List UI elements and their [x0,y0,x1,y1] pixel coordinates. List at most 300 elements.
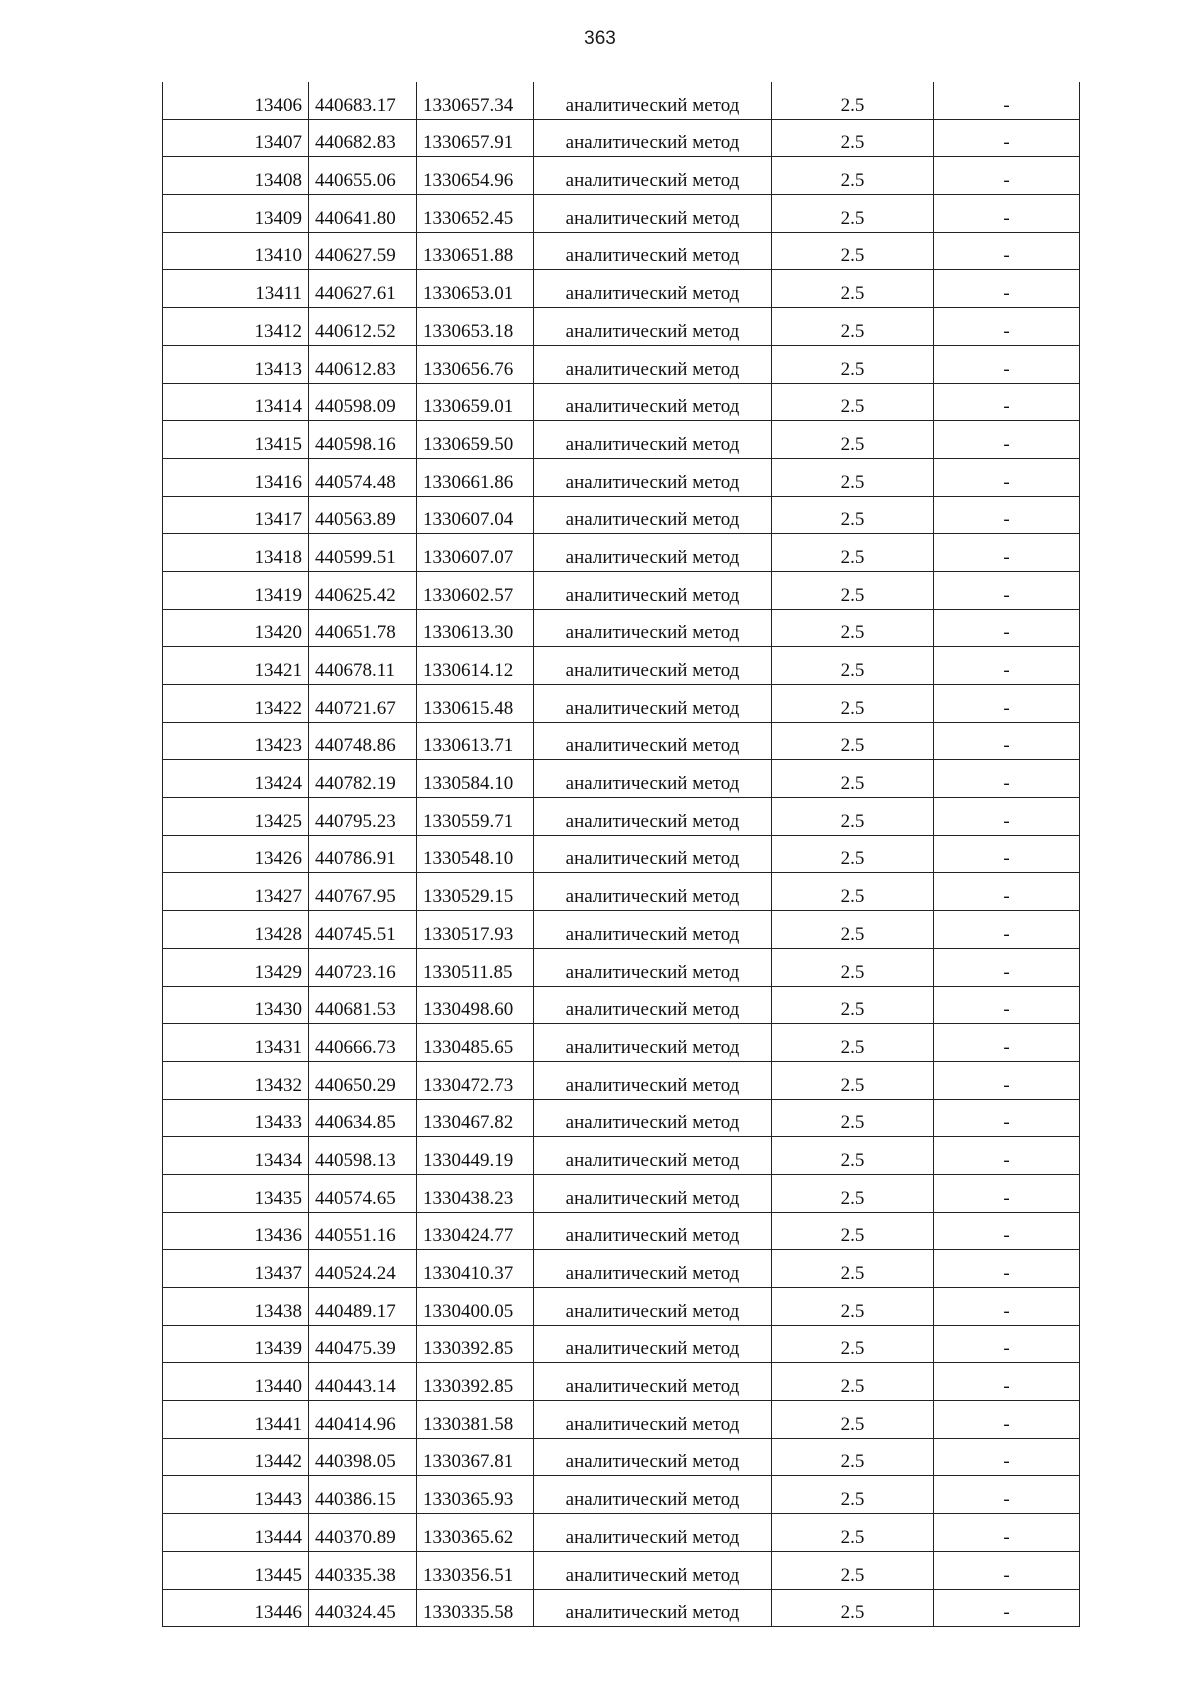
point-number-cell-text: 13421 [254,660,302,681]
point-number-cell [163,986,309,1024]
accuracy-cell-text: 2.5 [840,1112,865,1134]
y-coordinate-cell [417,948,534,986]
x-coordinate-cell [309,195,417,233]
method-cell-text: аналитический метод [565,1074,740,1096]
method-cell [534,1325,772,1363]
method-cell [534,308,772,346]
x-coordinate-cell [309,421,417,459]
x-coordinate-cell-text: 440748.86 [315,735,396,757]
y-coordinate-cell [417,345,534,383]
method-cell-text: аналитический метод [565,509,740,531]
x-coordinate-cell-text: 440414.96 [315,1413,396,1435]
y-coordinate-cell [417,835,534,873]
x-coordinate-cell [309,1363,417,1401]
accuracy-cell [772,82,934,119]
method-cell-text: аналитический метод [565,396,740,418]
x-coordinate-cell [309,1589,417,1627]
point-number-cell-text: 13444 [254,1526,302,1548]
table-row [163,835,1080,873]
x-coordinate-cell-text: 440650.29 [315,1074,396,1096]
note-cell-text: - [1003,170,1010,192]
table-row [163,1589,1080,1627]
y-coordinate-cell [417,873,534,911]
point-number-cell [163,722,309,760]
accuracy-cell [772,1137,934,1175]
note-cell [934,157,1080,195]
x-coordinate-cell [309,1288,417,1326]
point-number-cell-text: 13442 [254,1451,302,1473]
method-cell [534,647,772,685]
accuracy-cell-text: 2.5 [840,1451,865,1473]
y-coordinate-cell-text: 1330607.04 [423,509,514,531]
method-cell [534,873,772,911]
x-coordinate-cell-text: 440599.51 [315,546,396,568]
x-coordinate-cell [309,1401,417,1439]
y-coordinate-cell-text: 1330653.01 [423,283,514,305]
note-cell [934,1024,1080,1062]
method-cell-text: аналитический метод [565,471,740,493]
x-coordinate-cell [309,571,417,609]
x-coordinate-cell-text: 440666.73 [315,1036,396,1058]
y-coordinate-cell [417,798,534,836]
x-coordinate-cell [309,1212,417,1250]
y-coordinate-cell [417,760,534,798]
note-cell [934,82,1080,119]
accuracy-cell-text: 2.5 [840,170,865,192]
accuracy-cell [772,948,934,986]
y-coordinate-cell-text: 1330449.19 [423,1149,514,1171]
method-cell [534,1212,772,1250]
method-cell-text: аналитический метод [565,207,740,229]
method-cell-text: аналитический метод [565,283,740,305]
x-coordinate-cell [309,948,417,986]
x-coordinate-cell [309,308,417,346]
point-number-cell [163,873,309,911]
x-coordinate-cell [309,1061,417,1099]
accuracy-cell-text: 2.5 [840,923,865,945]
note-cell-text: - [1003,584,1010,606]
note-cell [934,308,1080,346]
table-row [163,195,1080,233]
accuracy-cell-text: 2.5 [840,1338,865,1360]
note-cell [934,986,1080,1024]
accuracy-cell [772,496,934,534]
table-row [163,1174,1080,1212]
table-row [163,986,1080,1024]
x-coordinate-cell-text: 440627.61 [315,283,396,305]
note-cell-text: - [1003,1338,1010,1360]
y-coordinate-cell [417,911,534,949]
method-cell [534,496,772,534]
point-number-cell-text: 13407 [254,132,302,154]
x-coordinate-cell [309,1476,417,1514]
y-coordinate-cell-text: 1330365.93 [423,1489,514,1511]
accuracy-cell-text: 2.5 [840,320,865,342]
point-number-cell-text: 13426 [254,848,302,870]
accuracy-cell-text: 2.5 [840,660,865,681]
x-coordinate-cell-text: 440786.91 [315,848,396,870]
y-coordinate-cell-text: 1330659.01 [423,396,514,418]
y-coordinate-cell-text: 1330467.82 [423,1112,514,1134]
method-cell [534,1551,772,1589]
table-row [163,119,1080,157]
note-cell-text: - [1003,1036,1010,1058]
method-cell-text: аналитический метод [565,923,740,945]
accuracy-cell [772,835,934,873]
y-coordinate-cell-text: 1330548.10 [423,848,514,870]
y-coordinate-cell-text: 1330613.71 [423,735,514,757]
accuracy-cell [772,1288,934,1326]
x-coordinate-cell [309,873,417,911]
x-coordinate-cell-text: 440598.16 [315,433,396,455]
y-coordinate-cell [417,308,534,346]
point-number-cell-text: 13411 [255,283,302,305]
accuracy-cell-text: 2.5 [840,622,865,644]
method-cell-text: аналитический метод [565,170,740,192]
point-number-cell [163,571,309,609]
x-coordinate-cell [309,1174,417,1212]
note-cell-text: - [1003,1225,1010,1247]
x-coordinate-cell [309,685,417,723]
accuracy-cell [772,232,934,270]
point-number-cell-text: 13408 [254,170,302,192]
method-cell-text: аналитический метод [565,433,740,455]
point-number-cell [163,1212,309,1250]
accuracy-cell-text: 2.5 [840,207,865,229]
point-number-cell [163,1401,309,1439]
point-number-cell-text: 13410 [254,245,302,267]
y-coordinate-cell [417,1024,534,1062]
y-coordinate-cell-text: 1330335.58 [423,1602,514,1624]
note-cell [934,119,1080,157]
accuracy-cell-text: 2.5 [840,1300,865,1322]
y-coordinate-cell [417,1288,534,1326]
note-cell [934,1250,1080,1288]
point-number-cell-text: 13417 [254,509,302,531]
y-coordinate-cell [417,1438,534,1476]
table-row [163,421,1080,459]
method-cell-text: аналитический метод [565,1564,740,1586]
x-coordinate-cell-text: 440723.16 [315,961,396,983]
accuracy-cell-text: 2.5 [840,546,865,568]
point-number-cell-text: 13437 [254,1263,302,1284]
note-cell-text: - [1003,546,1010,568]
table-row [163,1137,1080,1175]
accuracy-cell [772,1551,934,1589]
method-cell-text: аналитический метод [565,546,740,568]
accuracy-cell [772,685,934,723]
y-coordinate-cell-text: 1330613.30 [423,622,514,644]
note-cell [934,534,1080,572]
point-number-cell-text: 13424 [254,773,302,795]
page-number: 363 [584,28,616,49]
accuracy-cell [772,1099,934,1137]
y-coordinate-cell [417,1476,534,1514]
note-cell-text: - [1003,283,1010,305]
table-row [163,873,1080,911]
note-cell [934,609,1080,647]
accuracy-cell [772,308,934,346]
accuracy-cell-text: 2.5 [840,584,865,606]
table-row [163,82,1080,119]
table-row [163,685,1080,723]
method-cell-text: аналитический метод [565,1149,740,1171]
y-coordinate-cell-text: 1330367.81 [423,1451,514,1473]
note-cell [934,911,1080,949]
point-number-cell [163,647,309,685]
y-coordinate-cell [417,458,534,496]
point-number-cell [163,270,309,308]
point-number-cell [163,458,309,496]
accuracy-cell [772,1250,934,1288]
note-cell-text: - [1003,132,1010,154]
method-cell [534,534,772,572]
x-coordinate-cell [309,835,417,873]
y-coordinate-cell-text: 1330517.93 [423,923,514,945]
table-row [163,1401,1080,1439]
y-coordinate-cell [417,1551,534,1589]
y-coordinate-cell [417,1137,534,1175]
method-cell [534,458,772,496]
accuracy-cell-text: 2.5 [840,1074,865,1096]
point-number-cell [163,685,309,723]
x-coordinate-cell-text: 440598.13 [315,1149,396,1171]
x-coordinate-cell-text: 440683.17 [315,94,396,116]
x-coordinate-cell-text: 440721.67 [315,697,396,719]
coordinates-table-body [163,82,1080,1627]
point-number-cell-text: 13432 [254,1074,302,1096]
x-coordinate-cell-text: 440489.17 [315,1300,396,1322]
x-coordinate-cell-text: 440335.38 [315,1564,396,1586]
method-cell [534,1438,772,1476]
method-cell [534,383,772,421]
point-number-cell-text: 13428 [254,923,302,945]
accuracy-cell-text: 2.5 [840,1602,865,1624]
note-cell [934,1401,1080,1439]
y-coordinate-cell [417,685,534,723]
accuracy-cell-text: 2.5 [840,94,865,116]
y-coordinate-cell-text: 1330485.65 [423,1036,514,1058]
method-cell-text: аналитический метод [565,320,740,342]
x-coordinate-cell [309,760,417,798]
method-cell [534,609,772,647]
table-row [163,458,1080,496]
point-number-cell-text: 13427 [254,886,302,908]
method-cell-text: аналитический метод [565,660,740,681]
note-cell [934,195,1080,233]
y-coordinate-cell-text: 1330511.85 [423,961,513,983]
point-number-cell-text: 13433 [254,1112,302,1134]
accuracy-cell [772,986,934,1024]
accuracy-cell-text: 2.5 [840,1263,865,1284]
x-coordinate-cell [309,986,417,1024]
method-cell [534,685,772,723]
point-number-cell-text: 13440 [254,1376,302,1398]
accuracy-cell [772,195,934,233]
method-cell [534,421,772,459]
x-coordinate-cell-text: 440563.89 [315,509,396,531]
table-row [163,760,1080,798]
point-number-cell-text: 13418 [254,546,302,568]
accuracy-cell-text: 2.5 [840,999,865,1021]
x-coordinate-cell [309,458,417,496]
y-coordinate-cell-text: 1330657.91 [423,132,514,154]
x-coordinate-cell-text: 440745.51 [315,923,396,945]
y-coordinate-cell [417,195,534,233]
x-coordinate-cell-text: 440524.24 [315,1263,396,1284]
method-cell [534,1250,772,1288]
method-cell-text: аналитический метод [565,1263,740,1284]
note-cell-text: - [1003,848,1010,870]
note-cell-text: - [1003,1489,1010,1511]
note-cell-text: - [1003,810,1010,832]
table-row [163,1551,1080,1589]
y-coordinate-cell [417,1363,534,1401]
method-cell [534,1288,772,1326]
y-coordinate-cell [417,232,534,270]
x-coordinate-cell-text: 440651.78 [315,622,396,644]
note-cell [934,270,1080,308]
x-coordinate-cell [309,1099,417,1137]
accuracy-cell-text: 2.5 [840,132,865,154]
y-coordinate-cell-text: 1330424.77 [423,1225,514,1247]
note-cell [934,1476,1080,1514]
y-coordinate-cell-text: 1330365.62 [423,1526,514,1548]
x-coordinate-cell [309,798,417,836]
method-cell [534,1401,772,1439]
y-coordinate-cell-text: 1330607.07 [423,546,514,568]
y-coordinate-cell [417,1401,534,1439]
y-coordinate-cell-text: 1330381.58 [423,1413,514,1435]
accuracy-cell-text: 2.5 [840,1187,865,1209]
method-cell-text: аналитический метод [565,1300,740,1322]
coordinates-table [162,82,1080,1627]
x-coordinate-cell [309,157,417,195]
note-cell [934,1061,1080,1099]
point-number-cell-text: 13419 [254,584,302,606]
method-cell [534,986,772,1024]
y-coordinate-cell-text: 1330659.50 [423,433,514,455]
method-cell [534,1024,772,1062]
x-coordinate-cell [309,647,417,685]
method-cell-text: аналитический метод [565,999,740,1021]
accuracy-cell [772,1325,934,1363]
y-coordinate-cell-text: 1330498.60 [423,999,514,1021]
note-cell-text: - [1003,1602,1010,1624]
method-cell [534,195,772,233]
x-coordinate-cell [309,722,417,760]
accuracy-cell [772,760,934,798]
x-coordinate-cell-text: 440682.83 [315,132,396,154]
table-row [163,647,1080,685]
note-cell-text: - [1003,660,1010,681]
method-cell-text: аналитический метод [565,1451,740,1473]
y-coordinate-cell [417,534,534,572]
point-number-cell [163,1589,309,1627]
method-cell [534,119,772,157]
note-cell-text: - [1003,1074,1010,1096]
note-cell [934,345,1080,383]
note-cell [934,571,1080,609]
note-cell [934,421,1080,459]
accuracy-cell-text: 2.5 [840,961,865,983]
note-cell-text: - [1003,923,1010,945]
note-cell-text: - [1003,1300,1010,1322]
accuracy-cell-text: 2.5 [840,1413,865,1435]
x-coordinate-cell-text: 440386.15 [315,1489,396,1511]
y-coordinate-cell [417,157,534,195]
note-cell [934,232,1080,270]
x-coordinate-cell-text: 440574.48 [315,471,396,493]
accuracy-cell-text: 2.5 [840,509,865,531]
accuracy-cell-text: 2.5 [840,358,865,380]
note-cell-text: - [1003,471,1010,493]
note-cell-text: - [1003,773,1010,795]
x-coordinate-cell [309,1250,417,1288]
point-number-cell [163,232,309,270]
y-coordinate-cell-text: 1330472.73 [423,1074,514,1096]
accuracy-cell-text: 2.5 [840,471,865,493]
table-row [163,911,1080,949]
method-cell-text: аналитический метод [565,773,740,795]
accuracy-cell-text: 2.5 [840,245,865,267]
point-number-cell [163,609,309,647]
note-cell-text: - [1003,1263,1010,1284]
method-cell-text: аналитический метод [565,1526,740,1548]
method-cell [534,1137,772,1175]
point-number-cell-text: 13446 [254,1602,302,1624]
method-cell-text: аналитический метод [565,1112,740,1134]
x-coordinate-cell-text: 440612.83 [315,358,396,380]
point-number-cell [163,383,309,421]
table-row [163,383,1080,421]
note-cell [934,1363,1080,1401]
x-coordinate-cell [309,119,417,157]
note-cell [934,1212,1080,1250]
accuracy-cell-text: 2.5 [840,735,865,757]
accuracy-cell [772,1024,934,1062]
note-cell-text: - [1003,735,1010,757]
point-number-cell-text: 13420 [254,622,302,644]
method-cell-text: аналитический метод [565,810,740,832]
method-cell-text: аналитический метод [565,848,740,870]
table-row [163,232,1080,270]
accuracy-cell [772,1438,934,1476]
x-coordinate-cell [309,534,417,572]
point-number-cell-text: 13409 [254,207,302,229]
note-cell [934,1137,1080,1175]
y-coordinate-cell-text: 1330653.18 [423,320,514,342]
accuracy-cell [772,609,934,647]
accuracy-cell [772,1589,934,1627]
accuracy-cell [772,383,934,421]
x-coordinate-cell-text: 440551.16 [315,1225,396,1247]
method-cell [534,1363,772,1401]
method-cell-text: аналитический метод [565,1602,740,1624]
y-coordinate-cell [417,986,534,1024]
method-cell-text: аналитический метод [565,735,740,757]
note-cell-text: - [1003,320,1010,342]
accuracy-cell [772,534,934,572]
table-row [163,1438,1080,1476]
y-coordinate-cell-text: 1330656.76 [423,358,514,380]
note-cell [934,458,1080,496]
note-cell [934,1325,1080,1363]
method-cell-text: аналитический метод [565,886,740,908]
y-coordinate-cell [417,647,534,685]
point-number-cell [163,308,309,346]
method-cell-text: аналитический метод [565,622,740,644]
